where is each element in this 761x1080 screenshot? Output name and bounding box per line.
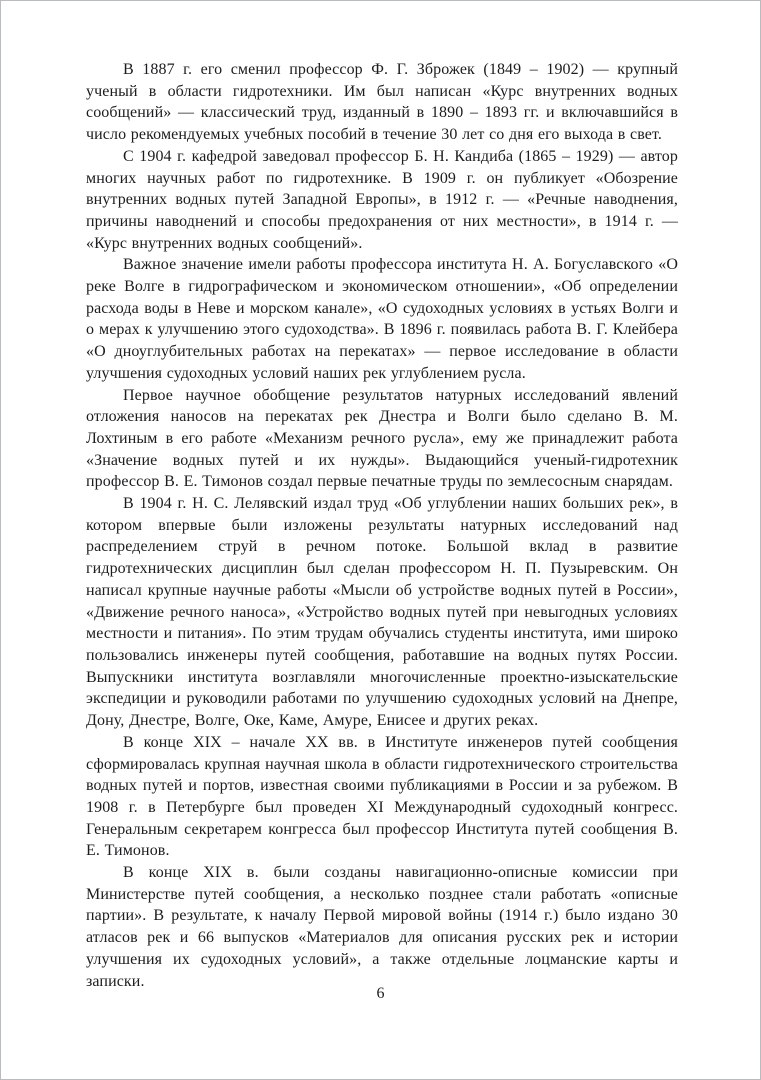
paragraph-1: В 1887 г. его сменил профессор Ф. Г. Зброжек (1849 – 1902) — крупный ученый в области гидротехники. Им был написан «Курс внутренних водных сообщений» — классический труд, изданный в 1890 – 1893 гг. и включавшийся в число рекомендуемых учебных пособий в течение 30 лет со дня его выхода в свет. xyxy=(86,61,678,144)
paragraph-2: С 1904 г. кафедрой заведовал профессор Б. Н. Кандиба (1865 – 1929) — автор многих научных работ по гидротехнике. В 1909 г. он публикует «Обозрение внутренних водных путей Западной Европы», в 1912 г. — «Речные наводнения, причины наводнений и способы предохранения от них местности», в 1914 г. — «Курс внутренних водных сообщений». xyxy=(86,147,678,252)
paragraph-3: Важное значение имели работы профессора института Н. А. Богуславского «О реке Волге в гидрографическом и экономическом отношении», «Об определении расхода воды в Неве и морском канале», «О судоходных условиях в устьях Волги и о мерах к улучшению этого судоходства». В 1896 г. появилась работа В. Г. Клейбера «О дноуглубительных работах на перекатах» — первое исследование в области улучшения судоходных условий наших рек углублением русла. xyxy=(86,256,678,382)
text-block xyxy=(86,59,678,992)
page-number: 6 xyxy=(376,985,385,1002)
paragraph-6: В конце XIX – начале XX вв. в Институте инженеров путей сообщения сформировалась крупная научная школа в области гидротехнического строительства водных путей и портов, известная своими публикациями в России и за рубежом. В 1908 г. в Петербурге был проведен XI Международный судоходный конгресс. Генеральным секретарем конгресса был профессор Института путей сообщения В. Е. Тимонов. xyxy=(86,733,678,860)
paragraph-5: В 1904 г. Н. С. Лелявский издал труд «Об углублении наших больших рек», в котором впервые были изложены результаты натурных исследований над распределением струй в речном потоке. Большой вклад в развитие гидротехнических дисциплин был сделан профессором Н. П. Пузыревским. Он написал крупные научные работы «Мысли об устройстве водных путей в России», «Движение речного наноса», «Устройство водных путей при невыгодных условиях местности и питания». По этим трудам обучались студенты института, ими широко пользовались инженеры путей сообщения, работавшие на водных путях России. Выпускники института возглавляли многочисленные проектно-изыскательские экспедиции и руководили работами по улучшению судоходных условий на Днепре, Дону, Днестре, Волге, Оке, Каме, Амуре, Енисее и других реках. xyxy=(86,495,678,730)
paragraph-7: В конце XIX в. были созданы навигационно-описные комиссии при Министерстве путей сообщения, а несколько позднее стали работать «описные партии». В результате, к началу Первой мировой войны (1914 г.) было издано 30 атласов рек и 66 выпусков «Материалов для описания русских рек и истории улучшения их судоходных условий», а также отдельные лоцманские карты и записки. xyxy=(86,864,678,990)
paragraph-4: Первое научное обобщение результатов натурных исследований явлений отложения наносов на перекатах рек Днестра и Волги было сделано В. М. Лохтиным в его работе «Механизм речного русла», ему же принадлежит работа «Значение водных путей и их нужды». Выдающийся ученый-гидротехник профессор В. Е. Тимонов создал первые печатные труды по землесосным снарядам. xyxy=(86,386,678,491)
